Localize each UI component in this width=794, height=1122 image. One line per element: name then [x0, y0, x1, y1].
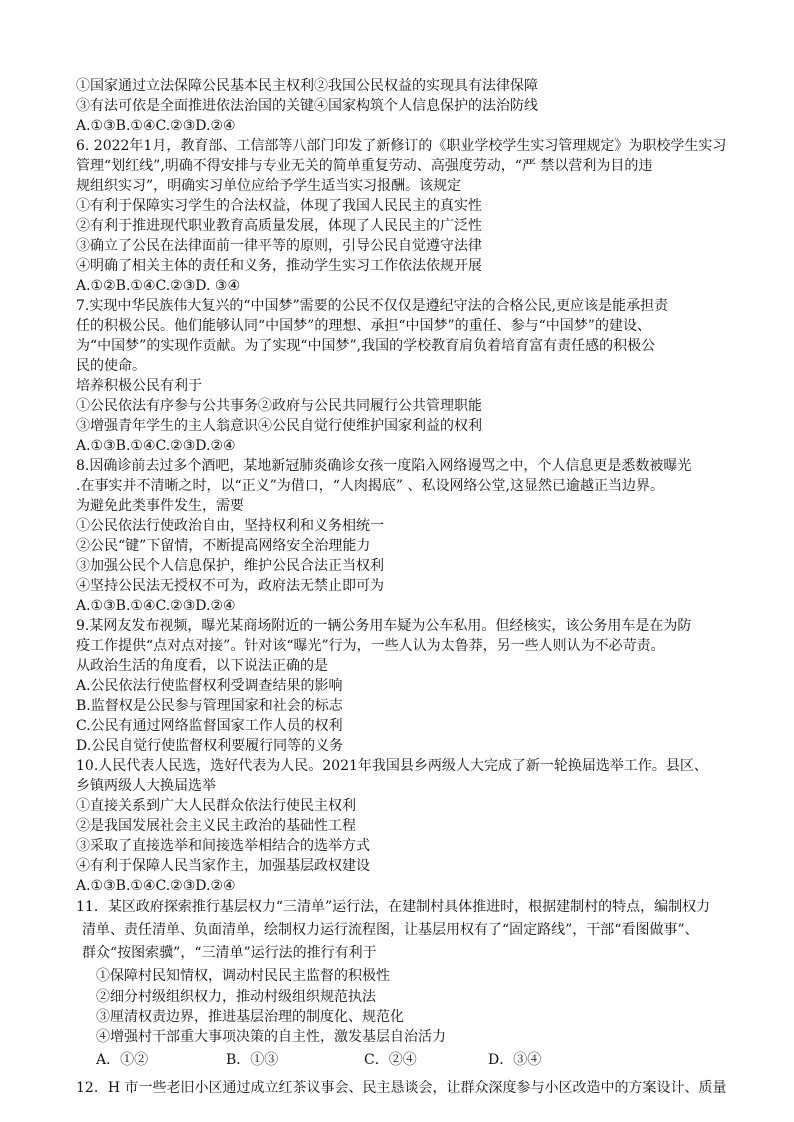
q11-statement-3: ③厘清权责边界，推进基层治理的制度化、规范化: [96, 1009, 404, 1025]
q12-stem-line-1: 12．H 市一些老旧小区通过成立红茶议事会、民主恳谈会，让群众深度参与小区改造中的方案设计、质量: [76, 1080, 727, 1096]
q6-statement-2: ②有利于推进现代职业教育高质量发展，体现了人民民主的广泛性: [76, 218, 482, 234]
q11-option-a: A．①②: [96, 1052, 149, 1068]
q9-prompt: 从政治生活的角度看，以下说法正确的是: [76, 658, 328, 674]
q6-statement-3: ③确立了公民在法律面前一律平等的原则，引导公民自觉遵守法律: [76, 238, 482, 254]
q11-statement-4: ④增强村干部重大事项决策的自主性，激发基层自治活力: [96, 1029, 446, 1045]
q9-option-d: D.公民自觉行使监督权利要履行同等的义务: [76, 738, 344, 754]
q6-statement-1: ①有利于保障实习学生的合法权益，体现了我国人民民主的真实性: [76, 198, 482, 214]
q8-statement-1: ①公民依法行使政治自由，坚持权利和义务相统一: [76, 518, 384, 534]
q10-statement-4: ④有利于保障人民当家作主，加强基层政权建设: [76, 858, 370, 874]
q9-stem-line-1: 9.某网友发布视频，曝光某商场附近的一辆公务用车疑为公车私用。但经核实，该公务用车是在为防: [76, 618, 692, 634]
q10-stem-line-1: 10.人民代表人民选，选好代表为人民。2021年我国县乡两级人大完成了新一轮换届选举工作。县区、: [76, 758, 708, 774]
q7-stem-line-4: 民的使命。: [76, 358, 146, 374]
q7-statement-3-4: ③增强青年学生的主人翁意识④公民自觉行使维护国家利益的权利: [76, 418, 482, 434]
q11-option-b: B．①③: [226, 1052, 279, 1068]
q11-statement-2: ②细分村级组织权力，推动村级组织规范执法: [96, 989, 376, 1005]
q7-stem-line-1: 7.实现中华民族伟大复兴的“中国梦”需要的公民不仅仅是遵纪守法的合格公民,更应该是能承担责: [76, 298, 669, 314]
q10-statement-1: ①直接关系到广大人民群众依法行使民主权利: [76, 798, 356, 814]
q7-options: A.①③B.①④C.②③D.②④: [76, 438, 236, 454]
q11-stem-line-1: 11．某区政府探索推行基层权力“三清单”运行法，在建制村具体推进时，根据建制村的特点，编制权力: [76, 899, 711, 915]
q8-options: A.①③B.①④C.②③D.②④: [76, 598, 236, 614]
q11-options: [96, 1050, 696, 1070]
q11-option-c: C．②④: [364, 1052, 417, 1068]
q11-option-d: D．③④: [488, 1052, 542, 1068]
q7-stem-line-2: 任的积极公民。他们能够认同“中国梦”的理想、承担“中国梦”的重任、参与“中国梦”的建设、: [76, 318, 651, 334]
q10-stem-line-2: 乡镇两级人大换届选举: [76, 778, 216, 794]
q9-option-b: B.监督权是公民参与管理国家和社会的标志: [76, 698, 343, 714]
q7-stem-line-3: 为“中国梦”的实现作贡献。为了实现“中国梦”,我国的学校教育肩负着培育富有责任感的积极公: [76, 338, 656, 354]
q6-statement-4: ④明确了相关主体的责任和义务，推动学生实习工作依法依规开展: [76, 258, 482, 274]
q6-stem-line-3: 规组织实习”，明确实习单位应给予学生适当实习报酬。该规定: [76, 178, 462, 194]
q11-stem-line-3: 群众“按图索骥”，“三清单”运行法的推行有利于: [82, 945, 377, 961]
q11-stem-line-2: 清单、责任清单、负面清单，绘制权力运行流程图，让基层用权有了“固定路线”，干部“看图做事”、: [82, 922, 699, 938]
q8-statement-2: ②公民“键”下留情，不断提高网络安全治理能力: [76, 538, 371, 554]
q9-stem-line-2: 疫工作提供“点对点对接”。针对该“曝光”行为，一些人认为太鲁莽，另一些人则认为不必苛责。: [76, 638, 665, 654]
q7-prompt: 培养积极公民有利于: [76, 378, 202, 394]
q6-stem-line-1: 6. 2022年1月，教育部、工信部等八部门印发了新修订的《职业学校学生实习管理规定》为职校学生实习: [76, 138, 727, 154]
q8-stem-line-1: 8.因确诊前去过多个酒吧，某地新冠肺炎确诊女孩一度陷入网络谩骂之中，个人信息更是悉数被曝光: [76, 458, 692, 474]
q11-statement-1: ①保障村民知情权，调动村民民主监督的积极性: [96, 968, 390, 984]
q8-prompt: 为避免此类事件发生，需要: [76, 498, 244, 514]
q10-options: A.①③B.①④C.②③D.②④: [76, 878, 236, 894]
q5-options: A.①③B.①④C.②③D.②④: [76, 118, 236, 134]
q6-stem-line-2: 管理“划红线”,明确不得安排与专业无关的简单重复劳动、高强度劳动，“严 禁以营利为目的违: [76, 158, 653, 174]
q5-statement-1-2: ①国家通过立法保障公民基本民主权利②我国公民权益的实现具有法律保障: [76, 78, 538, 94]
q8-statement-4: ④坚持公民法无授权不可为，政府法无禁止即可为: [76, 578, 384, 594]
q10-statement-3: ③采取了直接选举和间接选举相结合的选举方式: [76, 838, 370, 854]
q10-statement-2: ②是我国发展社会主义民主政治的基础性工程: [76, 818, 356, 834]
q6-options: A.①②B.①④C.②③D. ③④: [76, 278, 240, 294]
q9-option-a: A.公民依法行使监督权利受调查结果的影响: [76, 678, 343, 694]
q5-statement-3-4: ③有法可依是全面推进依法治国的关键④国家构筑个人信息保护的法治防线: [76, 98, 538, 114]
q7-statement-1-2: ①公民依法有序参与公共事务②政府与公民共同履行公共管理职能: [76, 398, 482, 414]
q8-stem-line-2: .在事实并不清晰之时，以“正义”为借口，“人肉揭底” 、私设网络公堂,这显然已逾越正当边界。: [76, 478, 664, 494]
q9-option-c: C.公民有通过网络监督国家工作人员的权利: [76, 718, 343, 734]
q8-statement-3: ③加强公民个人信息保护，维护公民合法正当权利: [76, 558, 384, 574]
